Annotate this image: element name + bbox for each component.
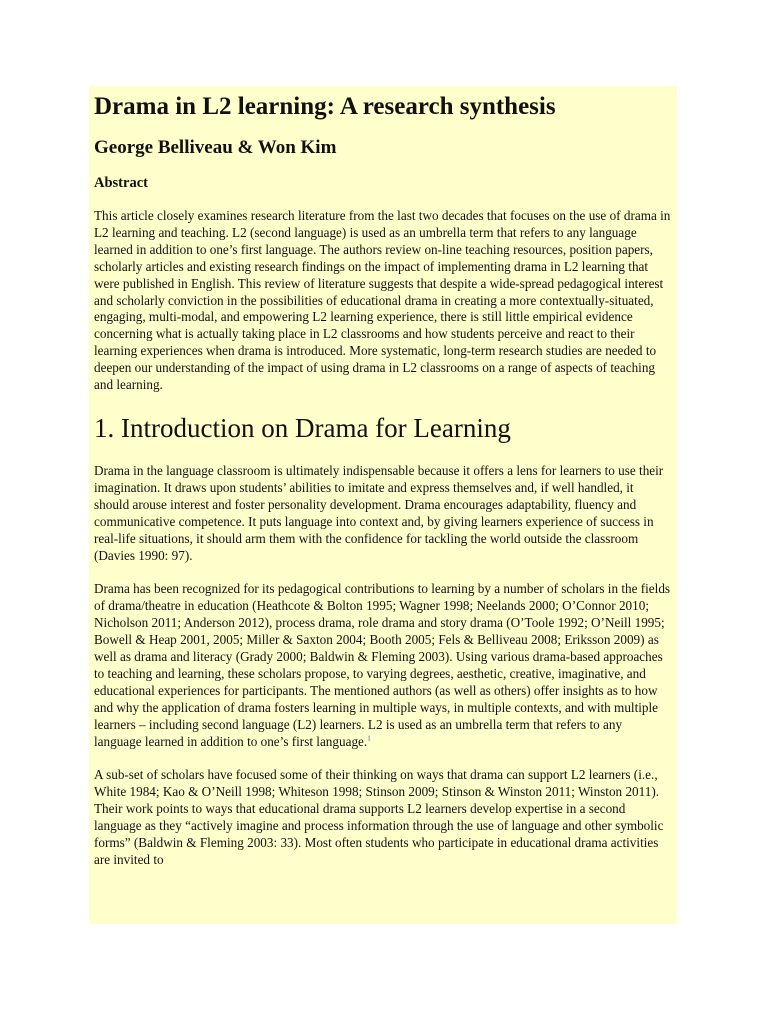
document-page	[89, 86, 677, 924]
intro-paragraph-2-text: Drama has been recognized for its pedagogical contributions to learning by a number of scholars in the fields of drama/theatre in education (Heathcote & Bolton 1995; Wagner 1998; Neelands 2000; O’Connor 2010; Nicholson 2011; Anderson 2012), process drama, role drama and story drama (O’Toole 1992; O’Neill 1995; Bowell & Heap 2001, 2005; Miller & Saxton 2004; Booth 2005; Fels & Belliveau 2008; Eriksson 2009) as well as drama and literacy (Grady 2000; Baldwin & Fleming 2003). Using various drama-based approaches to teaching and learning, these scholars propose, to varying degrees, aesthetic, creative, imaginative, and educational experiences for participants. The mentioned authors (as well as others) offer insights as to how and why the application of drama fosters learning in multiple ways, in multiple contexts, and with multiple learners – including second language (L2) learners. L2 is used as an umbrella term that refers to any language learned in addition to one’s first language.	[94, 581, 671, 749]
abstract-text: This article closely examines research literature from the last two decades that focuses on the use of drama in L2 learning and teaching. L2 (second language) is used as an umbrella term that refers to any language learned in addition to one’s first language. The authors review on-line teaching resources, position papers, scholarly articles and existing research findings on the impact of implementing drama in L2 learning that were published in English. This review of literature suggests that despite a wide-spread pedagogical interest and scholarly conviction in the possibilities of educational drama in creating a more contextually-situated, engaging, multi-modal, and empowering L2 learning experience, there is still little empirical evidence concerning what is actually taking place in L2 classrooms and how students perceive and react to their learning experiences when drama is introduced. More systematic, long-term research studies are needed to deepen our understanding of the impact of using drama in L2 classrooms on a range of aspects of teaching and learning.	[94, 208, 671, 393]
section-heading-introduction: 1. Introduction on Drama for Learning	[94, 412, 511, 443]
footnote-link[interactable]: 1	[367, 734, 371, 743]
abstract-heading: Abstract	[94, 175, 148, 191]
paper-authors: George Belliveau & Won Kim	[94, 137, 337, 158]
intro-paragraph-1: Drama in the language classroom is ultimately indispensable because it offers a lens for learners to use their imagination. It draws upon students’ abilities to imitate and express themselves and, if well handled, it should arouse interest and foster personality development. Drama encourages adaptability, fluency and communicative competence. It puts language into context and, by giving learners experience of success in real-life situations, it should arm them with the confidence for tackling the world outside the classroom (Davies 1990: 97).	[94, 462, 664, 563]
intro-paragraph-3: A sub-set of scholars have focused some of their thinking on ways that drama can support L2 learners (i.e., White 1984; Kao & O’Neill 1998; Whiteson 1998; Stinson 2009; Stinson & Winston 2011; Winston 2011). Their work points to ways that educational drama supports L2 learners develop expertise in a second language as they “actively imagine and process information through the use of language and other symbolic forms” (Baldwin & Fleming 2003: 33). Most often students who participate in educational drama activities are invited to	[94, 767, 664, 867]
paper-title: Drama in L2 learning: A research synthesis	[94, 93, 556, 120]
intro-paragraph-2	[94, 581, 672, 750]
